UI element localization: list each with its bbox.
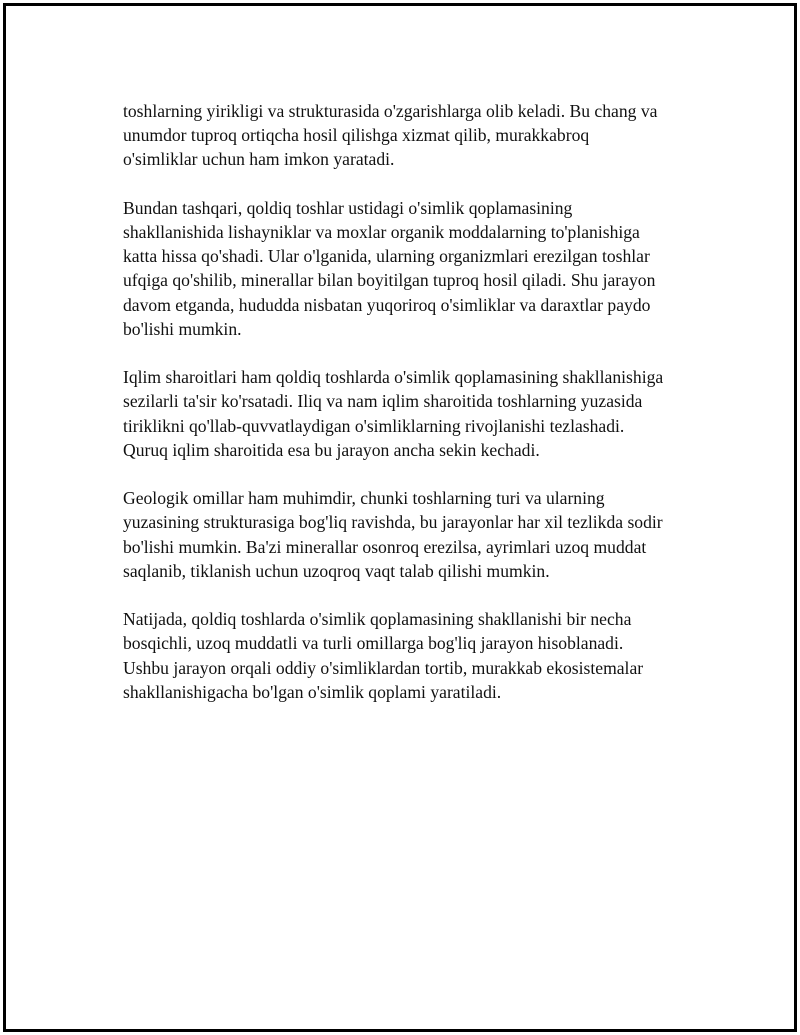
paragraph-3: Iqlim sharoitlari ham qoldiq toshlarda o'simlik qoplamasining shakllanishiga sezilarli ta'sir ko'rsatadi. Iliq va nam iqlim sharoitida toshlarning yuzasida tiriklikni qo'llab-quvvatlaydigan o'simliklarning rivojlanishi tezlashadi. Quruq iqlim sharoitida esa bu jarayon ancha sekin kechadi. bbox=[123, 367, 664, 460]
paragraph-4: Geologik omillar ham muhimdir, chunki toshlarning turi va ularning yuzasining strukturasiga bog'liq ravishda, bu jarayonlar har xil tezlikda sodir bo'lishi mumkin. Ba'zi minerallar osonroq erezilsa, ayrimlari uzoq muddat saqlanib, tiklanish uchun uzoqroq vaqt talab qilishi mumkin. bbox=[123, 488, 663, 581]
paragraph-1: toshlarning yirikligi va strukturasida o'zgarishlarga olib keladi. Bu chang va unumdor tuproq ortiqcha hosil qilishga xizmat qilib, murakkabroq o'simliklar uchun ham imkon yaratadi. bbox=[123, 101, 658, 170]
paragraph-2: Bundan tashqari, qoldiq toshlar ustidagi o'simlik qoplamasining shakllanishida lishayniklar va moxlar organik moddalarning to'planishiga katta hissa qo'shadi. Ular o'lganida, ularning organizmlari erezilgan toshlar ufqiga qo'shilib, minerallar bilan boyitilgan tuproq hosil qiladi. Shu jarayon davom etganda, hududda nisbatan yuqoriroq o'simliklar va daraxtlar paydo bo'lishi mumkin. bbox=[123, 197, 656, 339]
document-body bbox=[123, 99, 703, 728]
paragraph-5: Natijada, qoldiq toshlarda o'simlik qoplamasining shakllanishi bir necha bosqichli, uzoq muddatli va turli omillarga bog'liq jarayon hisoblanadi. Ushbu jarayon orqali oddiy o'simliklardan tortib, murakkab ekosistemalar shakllanishigacha bo'lgan o'simlik qoplami yaratiladi. bbox=[123, 609, 644, 702]
page-frame bbox=[3, 3, 797, 1032]
